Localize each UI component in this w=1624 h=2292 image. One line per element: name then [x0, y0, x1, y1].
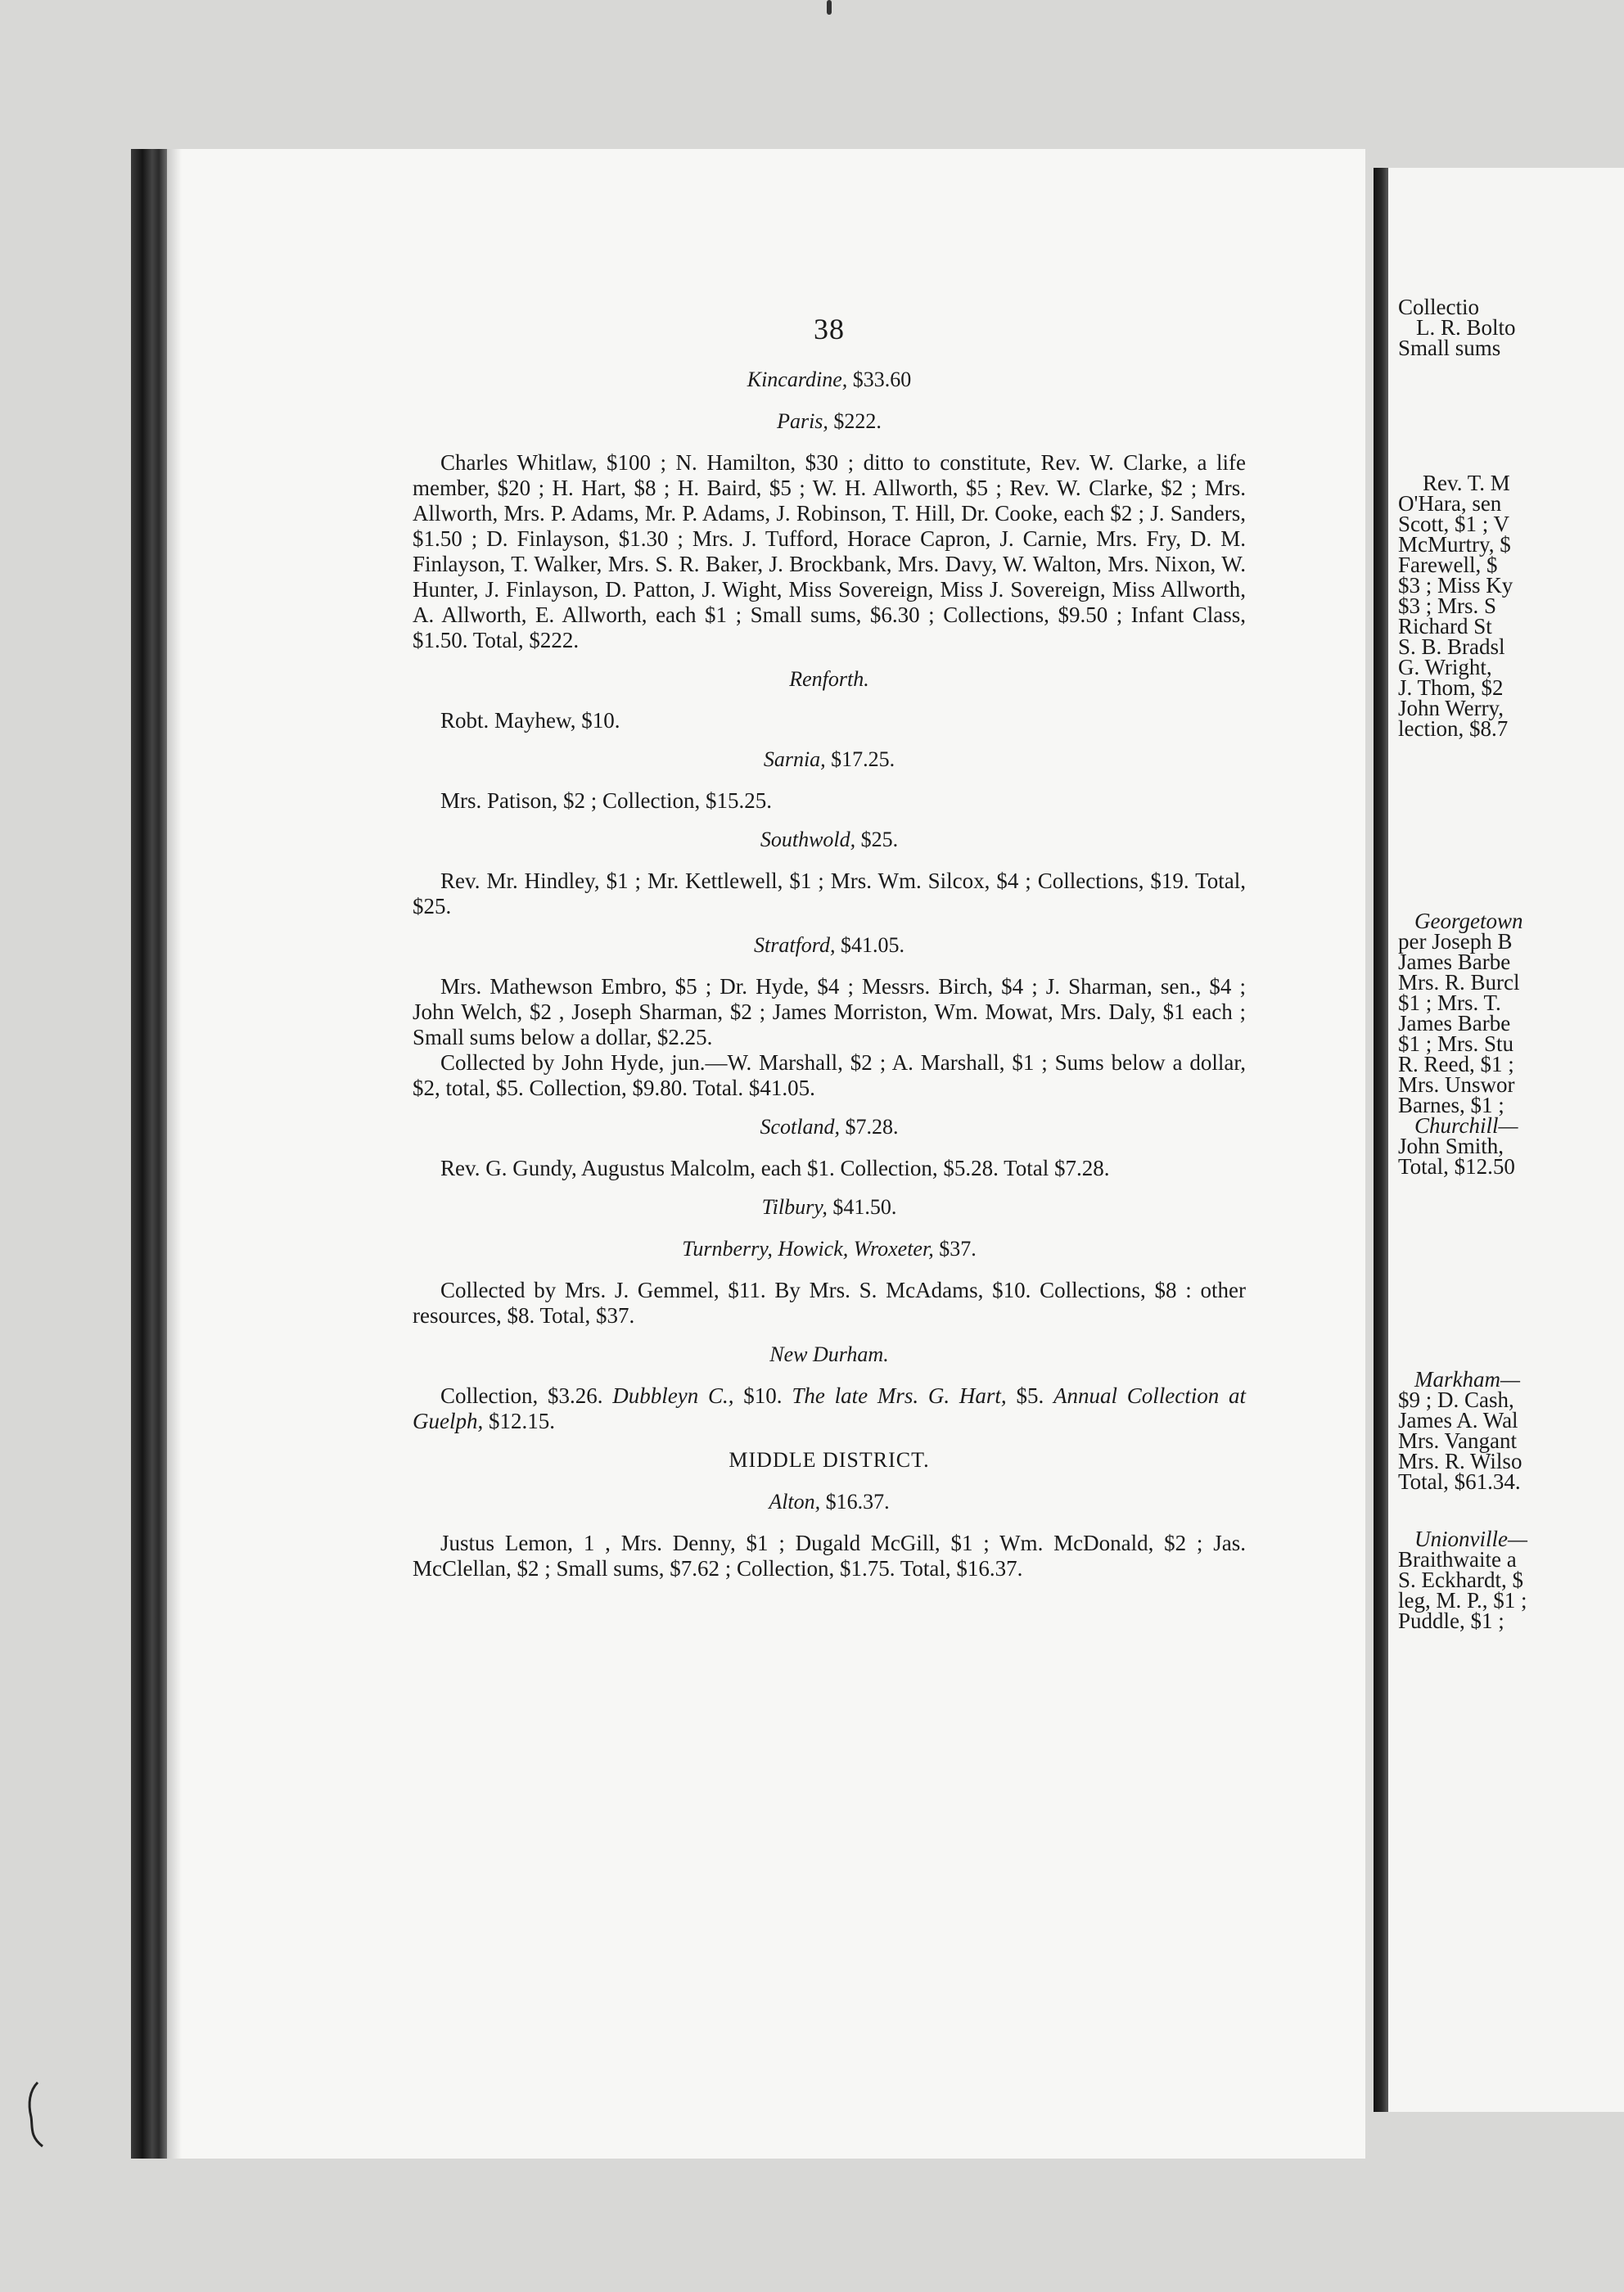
right-page-fragment: James Barbe — [1398, 1011, 1511, 1035]
section-heading — [413, 827, 1246, 852]
section-paragraph: Mrs. Mathewson Embro, $5 ; Dr. Hyde, $4 ; Messrs. Birch, $4 ; J. Sharman, sen., $4 ; John Welch, $2 , Joseph Sharman, $2 ; James Morriston, Wm. Mowat, Mrs. Daly, $1 each ; Small sums below a dollar, $2.25. — [413, 974, 1246, 1049]
right-page-fragment: Georgetown — [1414, 909, 1523, 933]
sections-container — [413, 367, 1246, 1581]
right-page-fragment: leg, M. P., $1 ; — [1398, 1588, 1527, 1613]
right-page-fragment: J. Thom, $2 — [1398, 675, 1504, 700]
right-page-fragment: Collectio — [1398, 295, 1479, 319]
section-amount: $25. — [855, 828, 899, 851]
section-paragraph: Collected by John Hyde, jun.—W. Marshall, $2 ; A. Marshall, $1 ; Sums below a dollar, $2, total, $5. Collection, $9.80. Total. $41.05. — [413, 1050, 1246, 1100]
right-page-fragment: Mrs. Unswor — [1398, 1072, 1515, 1097]
right-page-fragment: Scott, $1 ; V — [1398, 512, 1510, 536]
right-page-fragment: James A. Wal — [1398, 1408, 1518, 1432]
right-page-fragment: L. R. Bolto — [1416, 315, 1516, 340]
section-amount: $41.05. — [835, 933, 904, 957]
section-paragraph: Rev. G. Gundy, Augustus Malcolm, each $1. Collection, $5.28. Total $7.28. — [440, 1156, 1110, 1180]
new-durham-part: $5. — [1006, 1383, 1053, 1408]
right-page-fragment: Churchill— — [1414, 1113, 1518, 1138]
section-amount: $222. — [828, 409, 882, 433]
right-page-fragment: John Werry, — [1398, 696, 1504, 720]
new-durham-part: Collection, $3.26. — [440, 1383, 613, 1408]
right-page-fragment: Total, $61.34. — [1398, 1469, 1521, 1494]
section-amount: $7.28. — [840, 1115, 899, 1139]
right-page-fragment: John Smith, — [1398, 1134, 1504, 1158]
section-amount: $37. — [933, 1237, 977, 1261]
section-place: Southwold, — [760, 828, 856, 851]
new-durham-part: Dubbleyn C., — [612, 1383, 734, 1408]
section-paragraph: Rev. Mr. Hindley, $1 ; Mr. Kettlewell, $1 ; Mrs. Wm. Silcox, $4 ; Collections, $19. Total, $25. — [413, 869, 1246, 918]
section-amount: $16.37. — [820, 1490, 890, 1514]
right-page — [1374, 168, 1624, 2112]
new-durham-part: $10. — [733, 1383, 792, 1408]
section-place: Kincardine, — [747, 368, 848, 391]
section-heading-alton — [413, 1489, 1246, 1514]
right-page-fragment: Puddle, $1 ; — [1398, 1608, 1504, 1633]
binding-shadow — [167, 149, 182, 2159]
right-page-fragment: R. Reed, $1 ; — [1398, 1052, 1514, 1076]
right-page-fragment: Farewell, $ — [1398, 553, 1498, 577]
right-page-fragment: Unionville— — [1414, 1527, 1527, 1551]
right-page-fragment: Richard St — [1398, 614, 1492, 638]
right-page-fragment: Markham— — [1414, 1367, 1520, 1392]
section-heading — [413, 408, 1246, 434]
new-durham-part: Annual Collection at Guelph, — [413, 1383, 1246, 1433]
right-page-text-fragments — [1374, 168, 1624, 2112]
section-heading — [413, 747, 1246, 772]
section-place: Scotland, — [760, 1115, 840, 1139]
section-heading — [413, 367, 1246, 392]
right-page-fragment: Mrs. Vangant — [1398, 1428, 1517, 1453]
page-text-column — [413, 313, 1246, 1595]
right-page-fragment: Mrs. R. Wilso — [1398, 1449, 1522, 1473]
right-page-fragment: Braithwaite a — [1398, 1547, 1517, 1572]
section-heading — [413, 1236, 1246, 1261]
section-heading — [413, 932, 1246, 958]
right-page-fragment: lection, $8.7 — [1398, 716, 1509, 741]
section-place: Renforth. — [789, 667, 869, 691]
section-place: Paris, — [777, 409, 828, 433]
section-paragraph: Mrs. Patison, $2 ; Collection, $15.25. — [440, 788, 772, 813]
new-durham-paragraph — [413, 1383, 1246, 1434]
section-place: Turnberry, Howick, Wroxeter, — [682, 1237, 934, 1261]
alton-paragraph: Justus Lemon, 1 , Mrs. Denny, $1 ; Dugald McGill, $1 ; Wm. McDonald, $2 ; Jas. McClellan, $2 ; Small sums, $7.62 ; Collection, $1.75. Total, $16.37. — [413, 1531, 1246, 1581]
right-page-fragment: G. Wright, — [1398, 655, 1492, 679]
section-amount: $33.60 — [847, 368, 912, 391]
section-amount: $17.25. — [825, 747, 895, 771]
section-paragraph: Collected by Mrs. J. Gemmel, $11. By Mrs. S. McAdams, $10. Collections, $8 : other resources, $8. Total, $37. — [413, 1278, 1246, 1328]
section-heading — [413, 1342, 1246, 1367]
district-heading: MIDDLE DISTRICT. — [729, 1448, 930, 1472]
section-place: Stratford, — [754, 933, 836, 957]
right-page-fragment: James Barbe — [1398, 950, 1511, 974]
right-page-fragment: $1 ; Mrs. Stu — [1398, 1031, 1514, 1056]
right-page-fragment: S. B. Bradsl — [1398, 634, 1505, 659]
right-page-fragment: Rev. T. M — [1423, 471, 1510, 495]
section-place: Alton, — [769, 1490, 821, 1514]
right-page-fragment: $3 ; Miss Ky — [1398, 573, 1513, 598]
section-paragraph: Robt. Mayhew, $10. — [440, 708, 620, 733]
book-binding-edge — [131, 149, 167, 2159]
page-number: 38 — [814, 313, 845, 345]
right-page-fragment: Total, $12.50 — [1398, 1154, 1515, 1179]
margin-pencil-mark — [23, 2079, 47, 2150]
section-heading — [413, 666, 1246, 692]
right-page-fragment: $3 ; Mrs. S — [1398, 593, 1497, 618]
section-paragraph: Charles Whitlaw, $100 ; N. Hamilton, $30 ; ditto to constitute, Rev. W. Clarke, a life member, $20 ; H. Hart, $8 ; H. Baird, $5 ; W. H. Allworth, $5 ; Rev. W. Clarke, $2 ; Mrs. Allworth, Mrs. P. Adams, Mr. P. Adams, J. Robinson, T. Hill, Dr. Cooke, each $2 ; J. Sanders, $1.50 ; D. Finlayson, $1.30 ; Mrs. J. Tufford, Horace Capron, J. Carnie, Mrs. Fry, D. M. Finlayson, T. Walker, Mrs. S. R. Baker, J. Brockbank, Mrs. Davy, W. Walton, Mrs. Nixon, W. Hunter, J. Finlayson, D. Patton, J. Wight, Miss Sovereign, Miss J. Sovereign, Miss Allworth, A. Allworth, E. Allworth, each $1 ; Small sums, $6.30 ; Collections, $9.50 ; Infant Class, $1.50. Total, $222. — [413, 450, 1246, 652]
new-durham-part: The late Mrs. G. Hart, — [792, 1383, 1007, 1408]
right-page-fragment: McMurtry, $ — [1398, 532, 1511, 557]
scan-smudge — [827, 0, 832, 15]
right-page-fragment: Mrs. R. Burcl — [1398, 970, 1520, 995]
new-durham-part: $12.15. — [483, 1409, 555, 1433]
right-page-fragment: $9 ; D. Cash, — [1398, 1387, 1514, 1412]
section-amount: $41.50. — [827, 1195, 897, 1219]
section-place: New Durham. — [769, 1342, 889, 1366]
right-page-fragment: Small sums — [1398, 336, 1501, 360]
right-page-fragment: S. Eckhardt, $ — [1398, 1568, 1523, 1592]
section-place: Tilbury, — [761, 1195, 828, 1219]
right-page-fragment: Barnes, $1 ; — [1398, 1093, 1504, 1117]
right-page-fragment: $1 ; Mrs. T. — [1398, 990, 1501, 1015]
right-page-fragment: O'Hara, sen — [1398, 491, 1502, 516]
section-heading — [413, 1194, 1246, 1220]
right-page-fragment: per Joseph B — [1398, 929, 1513, 954]
section-place: Sarnia, — [763, 747, 826, 771]
section-heading — [413, 1114, 1246, 1139]
